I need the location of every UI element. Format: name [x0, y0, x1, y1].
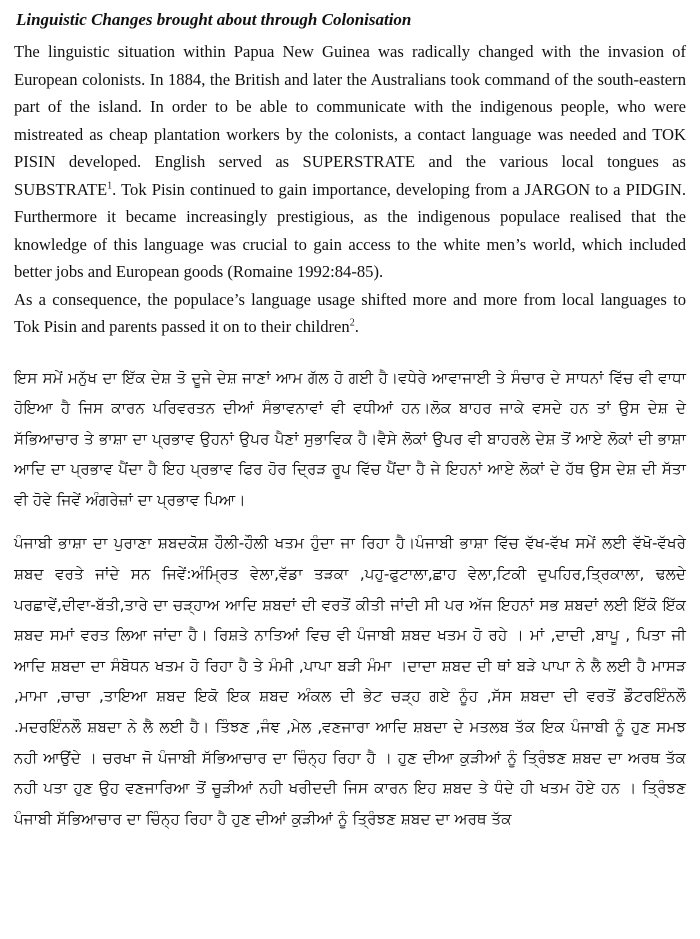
english-paragraph-1-text-after: . Tok Pisin continued to gain importance, developing from a JARGON to a PIDGIN. Furthermore it became increasingly prestigious, as the indigenous populace realised that the knowledge of this language was crucial to gain access to the white men’s world, which included better jobs and European goods (Romaine 1992:84-85). — [14, 179, 686, 281]
punjabi-paragraph-2: ਪੰਜਾਬੀ ਭਾਸ਼ਾ ਦਾ ਪੁਰਾਣਾ ਸ਼ਬਦਕੋਸ਼ ਹੌਲੀ-ਹੌਲੀ ਖਤਮ ਹੁੰਦਾ ਜਾ ਰਿਹਾ ਹੈ।ਪੰਜਾਬੀ ਭਾਸ਼ਾ ਵਿੱਚ ਵੱਖ-ਵੱਖ ਸਮੇਂ ਲਈ ਵੱਖੋ-ਵੱਖਰੇ ਸ਼ਬਦ ਵਰਤੇ ਜਾਂਦੇ ਸਨ ਜਿਵੇਂ:ਅੰਮ੍ਰਿਤ ਵੇਲਾ,ਵੱਡਾ ਤੜਕਾ ,ਪਹੁ-ਫੁਟਾਲਾ,ਛਾਹ ਵੇਲਾ,ਟਿਕੀ ਦੁਪਹਿਰ,ਤ੍ਰਿਕਾਲਾ, ਢਲਦੇ ਪਰਛਾਵੇਂ,ਦੀਵਾ-ਬੱਤੀ,ਤਾਰੇ ਦਾ ਚੜ੍ਹਾਅ ਆਦਿ ਸ਼ਬਦਾਂ ਦੀ ਵਰਤੋਂ ਕੀਤੀ ਜਾਂਦੀ ਸੀ ਪਰ ਅੱਜ ਇਹਨਾਂ ਸਭ ਸ਼ਬਦਾਂ ਲਈ ਇੱਕੋ ਇੱਕ ਸ਼ਬਦ ਸਮਾਂ ਵਰਤ ਲਿਆ ਜਾਂਦਾ ਹੈ। ਰਿਸ਼ਤੇ ਨਾਤਿਆਂ ਵਿਚ ਵੀ ਪੰਜਾਬੀ ਸ਼ਬਦ ਖਤਮ ਹੋ ਰਹੇ । ਮਾਂ ,ਦਾਦੀ ,ਬਾਪੂ , ਪਿਤਾ ਜੀ ਆਦਿ ਸ਼ਬਦਾ ਦਾ ਸੰਬੋਧਨ ਖਤਮ ਹੋ ਰਿਹਾ ਹੈ ਤੇ ਮੰਮੀ ,ਪਾਪਾ ਬੜੀ ਮੰਮਾ ।ਦਾਦਾ ਸ਼ਬਦ ਦੀ ਥਾਂ ਬੜੇ ਪਾਪਾ ਨੇ ਲੈ ਲਈ ਹੈ ਮਾਸੜ ,ਮਾਮਾ ,ਚਾਚਾ ,ਤਾਇਆ ਸ਼ਬਦ ਇਕੋ ਇਕ ਸ਼ਬਦ ਅੰਕਲ ਦੀ ਭੇਟ ਚੜ੍ਹ ਗਏ ਨੂੰਹ ,ਸੱਸ ਸ਼ਬਦਾ ਦੀ ਵਰਤੋਂ ਡੌਟਰਇੰਨਲੌ .ਮਦਰਇੰਨਲੌ ਸ਼ਬਦਾ ਨੇ ਲੈ ਲਈ ਹੈ। ਤਿੰਝਣ ,ਜੰਞ ,ਮੇਲ ,ਵਣਜਾਰਾ ਆਦਿ ਸ਼ਬਦਾ ਦੇ ਮਤਲਬ ਤੱਕ ਇਕ ਪੰਜਾਬੀ ਨੂੰ ਹੁਣ ਸਮਝ ਨਹੀ ਆਉਂਦੇ । ਚਰਖਾ ਜੋ ਪੰਜਾਬੀ ਸੱਭਿਆਚਾਰ ਦਾ ਚਿੰਨ੍ਹ ਰਿਹਾ ਹੈ । ਹੁਣ ਦੀਆ ਕੁੜੀਆਂ ਨੂੰ ਤ੍ਰਿੰਝਣ ਸ਼ਬਦ ਦਾ ਅਰਥ ਤੱਕ ਨਹੀ ਪਤਾ ਹੁਣ ਉਹ ਵਣਜਾਰਿਆ ਤੋਂ ਚੂੜੀਆਂ ਨਹੀ ਖਰੀਦਦੀ ਜਿਸ ਕਾਰਨ ਇਹ ਸ਼ਬਦ ਤੇ ਧੰਦੇ ਹੀ ਖਤਮ ਹੋਏ ਹਨ । ਤ੍ਰਿੰਝਣ ਪੰਜਾਬੀ ਸੱਭਿਆਚਾਰ ਦਾ ਚਿੰਨ੍ਹ ਰਿਹਾ ਹੈ ਹੁਣ ਦੀਆਂ ਕੁੜੀਆਂ ਨੂੰ ਤ੍ਰਿੰਝਣ ਸ਼ਬਦ ਦਾ ਅਰਥ ਤੱਕ — [14, 534, 686, 828]
document-page — [14, 8, 686, 834]
section-heading: Linguistic Changes brought about through Colonisation — [16, 10, 412, 29]
english-paragraph-1 — [14, 38, 686, 286]
english-paragraph-1-text: The linguistic situation within Papua New Guinea was radically changed with the invasion of European colonists. In 1884, the British and later the Australians took command of the south-eastern part of the island. In order to be able to communicate with the indigenous people, who were mistreated as cheap plantation workers by the colonists, a contact language was needed and TOK PISIN developed. English served as SUPERSTRATE and the various local tongues as SUBSTRATE — [14, 42, 686, 199]
english-paragraph-2-text-after: . — [354, 317, 359, 336]
footnote-ref-1: 1 — [107, 179, 113, 191]
footnote-ref-2: 2 — [349, 317, 355, 329]
spacer — [14, 341, 686, 363]
punjabi-paragraph-1: ਇਸ ਸਮੇਂ ਮਨੁੱਖ ਦਾ ਇੱਕ ਦੇਸ਼ ਤੋ ਦੂਜੇ ਦੇਸ਼ ਜਾਣਾਂ ਆਮ ਗੱਲ ਹੋ ਗਈ ਹੈ।ਵਧੇਰੇ ਆਵਾਜਾਈ ਤੇ ਸੰਚਾਰ ਦੇ ਸਾਧਨਾਂ ਵਿੱਚ ਵੀ ਵਾਧਾ ਹੋਇਆ ਹੈ ਜਿਸ ਕਾਰਨ ਪਰਿਵਰਤਨ ਦੀਆਂ ਸੰਭਾਵਨਾਵਾਂ ਵੀ ਵਧੀਆਂ ਹਨ।ਲੋਕ ਬਾਹਰ ਜਾਕੇ ਵਸਦੇ ਹਨ ਤਾਂ ਉਸ ਦੇਸ਼ ਦੇ ਸੱਭਿਆਚਾਰ ਤੇ ਭਾਸ਼ਾ ਦਾ ਪ੍ਰਭਾਵ ਉਹਨਾਂ ਉਪਰ ਪੈਣਾਂ ਸੁਭਾਵਿਕ ਹੈ।ਵੈਸੇ ਲੋਕਾਂ ਉਪਰ ਵੀ ਬਾਹਰਲੇ ਦੇਸ਼ ਤੋਂ ਆਏ ਲੋਕਾਂ ਦੀ ਭਾਸ਼ਾ ਆਦਿ ਦਾ ਪ੍ਰਭਾਵ ਪੈਂਦਾ ਹੈ ਇਹ ਪ੍ਰਭਾਵ ਫਿਰ ਹੋਰ ਦ੍ਰਿੜ ਰੂਪ ਵਿੱਚ ਪੈਂਦਾ ਹੈ ਜੇ ਇਹਨਾਂ ਆਏ ਲੋਕਾਂ ਦੇ ਹੱਥ ਉਸ ਦੇਸ਼ ਦੀ ਸੱਤਾ ਵੀ ਹੋਵੇ ਜਿਵੇਂ ਅੰਗਰੇਜ਼ਾਂ ਦਾ ਪ੍ਰਭਾਵ ਪਿਆ। — [14, 368, 686, 509]
english-paragraph-2 — [14, 286, 686, 341]
spacer — [14, 515, 686, 528]
english-paragraph-2-text: As a consequence, the populace’s language usage shifted more and more from local languages to Tok Pisin and parents passed it on to their children — [14, 289, 686, 336]
